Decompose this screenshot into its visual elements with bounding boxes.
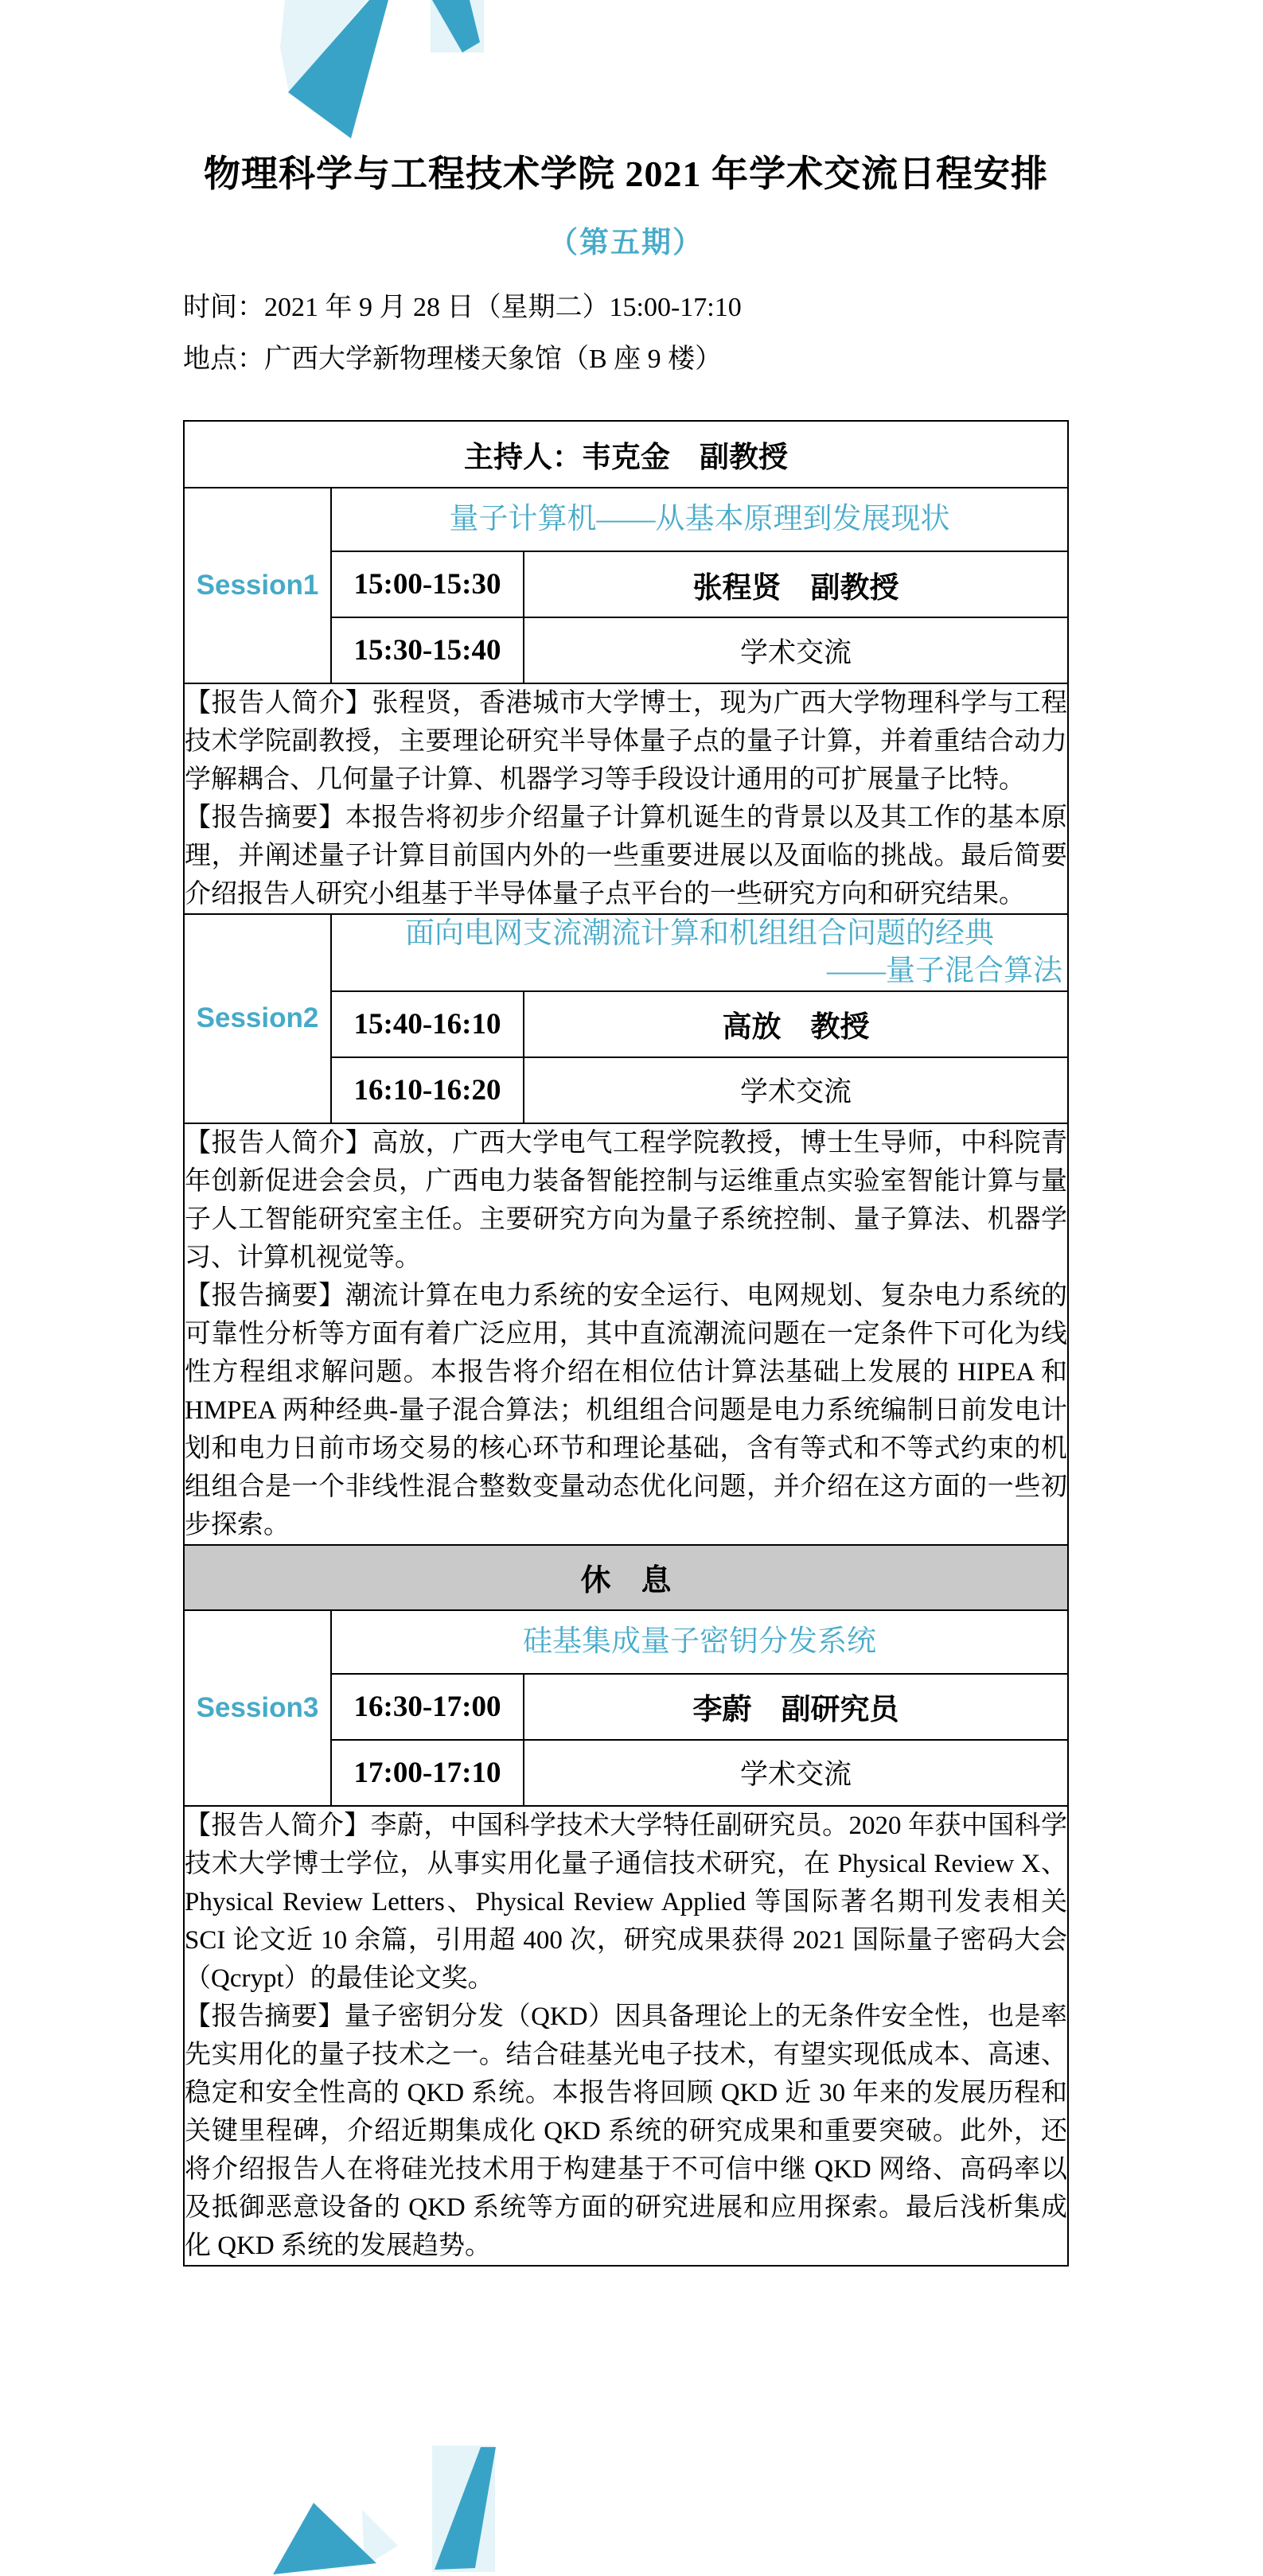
- talk-abstract: 【报告摘要】本报告将初步介绍量子计算机诞生的背景以及其工作的基本原理，并阐述量子计算目前国内外的一些重要进展以及面临的挑战。最后简要介绍报告人研究小组基于半导体量子点平台的一些研究方向和研究结果。: [185, 804, 1068, 909]
- teal-wedge-bottom-icon: [435, 2447, 496, 2570]
- session3-label: Session3: [184, 1610, 331, 1806]
- session3-bio-cell: [184, 1806, 1068, 2266]
- speaker-bio: 【报告人简介】李蔚，中国科学技术大学特任副研究员。2020 年获中国科学技术大学博士学位，从事实用化量子通信技术研究，在 Physical Review X、Physical Review Letters、Physical Review Applied 等国际著名期刊发表相关 SCI 论文近 10 余篇，引用超 400 次，研究成果获得 2021 国际量子密码大会（Qcrypt）的最佳论文奖。: [185, 1811, 1068, 1993]
- session1-talk1-speaker: 张程贤 副教授: [524, 551, 1068, 617]
- session2-talk1-speaker: 高放 教授: [524, 991, 1068, 1057]
- talk-title-line1: 面向电网支流潮流计算和机组组合问题的经典: [405, 917, 994, 951]
- talk-title-line1: 量子计算机——从基本原理到发展现状: [449, 503, 950, 536]
- session2-talk-title: [331, 914, 1068, 991]
- session2-label: Session2: [184, 914, 331, 1123]
- session1-talk1-time: 15:00-15:30: [331, 551, 524, 617]
- session1-bio-row: [184, 683, 1068, 914]
- session3-talk2-time: 17:00-17:10: [331, 1740, 524, 1806]
- session2-bio-cell: [184, 1123, 1068, 1545]
- session2-talk1-time: 15:40-16:10: [331, 991, 524, 1057]
- speaker-bio: 【报告人简介】高放，广西大学电气工程学院教授，博士生导师，中科院青年创新促进会会员，广西电力装备智能控制与运维重点实验室智能计算与量子人工智能研究室主任。主要研究方向为量子系统控制、量子算法、机器学习、计算机视觉等。: [185, 1128, 1068, 1272]
- talk-title-line1: 硅基集成量子密钥分发系统: [523, 1625, 876, 1659]
- session3-bio-row: [184, 1806, 1068, 2266]
- session2-talk2-time: 16:10-16:20: [331, 1057, 524, 1123]
- event-meta: [183, 282, 1069, 386]
- talk-abstract: 【报告摘要】量子密钥分发（QKD）因具备理论上的无条件安全性，也是率先实用化的量子技术之一。结合硅基光电子技术，有望实现低成本、高速、稳定和安全性高的 QKD 系统。本报告将回顾 QKD 近 30 年来的发展历程和关键里程碑，介绍近期集成化 QKD 系统的研究成果和重要突破。此外，还将介绍报告人在将硅光技术用于构建基于不可信中继 QKD 网络、高码率以及抵御恶意设备的 QKD 系统等方面的研究进展和应用探索。最后浅析集成化 QKD 系统的发展趋势。: [185, 2002, 1068, 2260]
- page-title: 物理科学与工程技术学院 2021 年学术交流日程安排: [204, 154, 1048, 194]
- event-location: 地点：广西大学新物理楼天象馆（B 座 9 楼）: [183, 344, 723, 374]
- host-row: [184, 421, 1068, 488]
- session1-title-row: [184, 488, 1068, 551]
- break-row: [184, 1545, 1068, 1610]
- session3-talk1-time: 16:30-17:00: [331, 1674, 524, 1740]
- document-page: [183, 0, 1069, 2267]
- session1-label: Session1: [184, 488, 331, 683]
- page-subtitle: （第五期）: [548, 226, 704, 259]
- teal-triangle-bottom-icon: [273, 2503, 376, 2574]
- talk-title-line2: ——量子混合算法: [827, 955, 1063, 988]
- session1-talk2-time: 15:30-15:40: [331, 617, 524, 683]
- session1-bio-cell: [184, 683, 1068, 914]
- session2-bio-row: [184, 1123, 1068, 1545]
- session3-title-row: [184, 1610, 1068, 1674]
- break-cell: 休 息: [184, 1545, 1068, 1610]
- session1-talk2-activity: 学术交流: [524, 617, 1068, 683]
- host-cell: 主持人：韦克金 副教授: [184, 421, 1068, 488]
- pale-rect-bottom-icon: [432, 2446, 495, 2572]
- talk-abstract: 【报告摘要】潮流计算在电力系统的安全运行、电网规划、复杂电力系统的可靠性分析等方面有着广泛应用，其中直流潮流问题在一定条件下可化为线性方程组求解问题。本报告将介绍在相位估计算法基础上发展的 HIPEA 和 HMPEA 两种经典-量子混合算法；机组组合问题是电力系统编制日前发电计划和电力日前市场交易的核心环节和理论基础，含有等式和不等式约束的机组组合是一个非线性混合整数变量动态优化问题，并介绍在这方面的一些初步探索。: [185, 1281, 1068, 1539]
- session3-talk-title: [331, 1610, 1068, 1674]
- session2-title-row: [184, 914, 1068, 991]
- schedule-table: [183, 420, 1069, 2267]
- pale-triangle-bottom-icon: [362, 2510, 398, 2566]
- session3-talk2-activity: 学术交流: [524, 1740, 1068, 1806]
- event-time: 时间：2021 年 9 月 28 日（星期二）15:00-17:10: [183, 292, 742, 322]
- session3-talk1-speaker: 李蔚 副研究员: [524, 1674, 1068, 1740]
- session1-talk-title: [331, 488, 1068, 551]
- session2-talk2-activity: 学术交流: [524, 1057, 1068, 1123]
- speaker-bio: 【报告人简介】张程贤，香港城市大学博士，现为广西大学物理科学与工程技术学院副教授，主要理论研究半导体量子点的量子计算，并着重结合动力学解耦合、几何量子计算、机器学习等手段设计通用的可扩展量子比特。: [185, 689, 1068, 795]
